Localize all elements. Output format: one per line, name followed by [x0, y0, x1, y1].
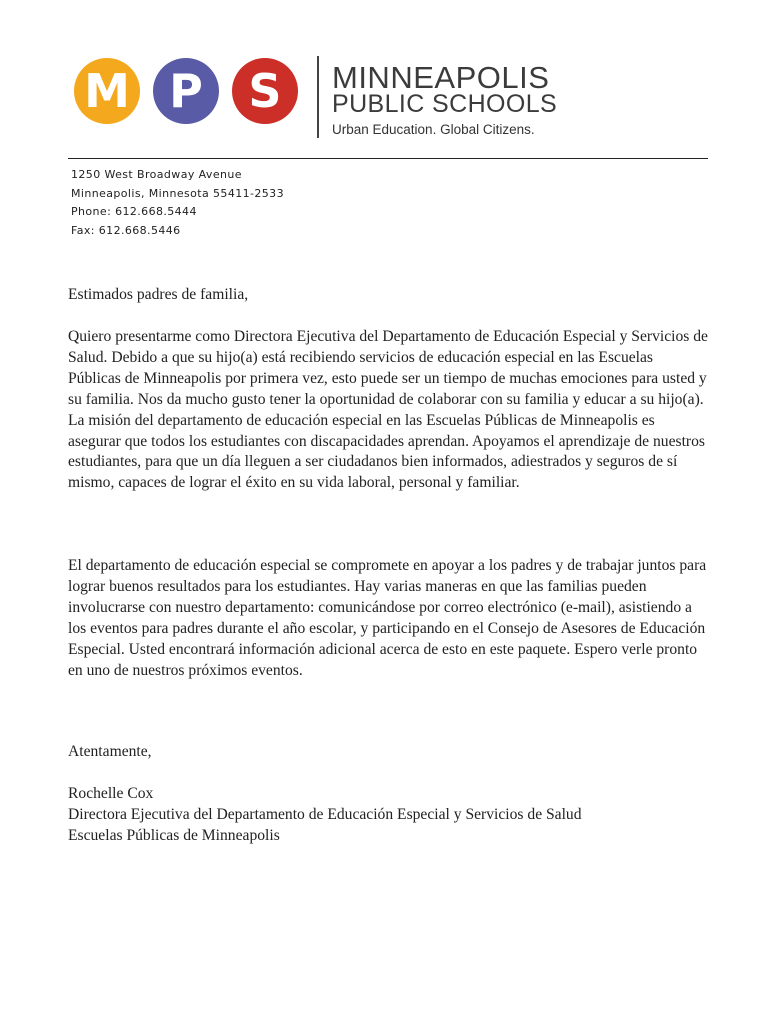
address-phone: Phone: 612.668.5444 — [71, 205, 197, 218]
letter-paragraph-2 — [68, 556, 708, 681]
address-city: Minneapolis, Minnesota 55411-2533 — [71, 186, 284, 200]
header-rule — [68, 158, 708, 159]
address-fax: Fax: 612.668.5446 — [71, 223, 181, 237]
signer-name: Rochelle Cox — [68, 785, 154, 802]
org-name-line1: MINNEAPOLIS — [332, 60, 550, 95]
logo-divider — [317, 56, 319, 138]
paragraph-2-text: El departamento de educación especial se compromete en apoyar a los padres y de trabajar juntos para lograr buenos resultados para los estudiantes. Hay varias maneras en que las familias pueden involucrarse con nuestro departamento: comunicándose por correo electrónico (e-mail), asistiendo a los eventos para padres durante el año escolar, y participando en el Consejo de Asesores de Educación Especial. Usted encontrará información adicional acerca de esto en este paquete. Espero verle pronto en uno de nuestros próximos eventos. — [68, 557, 707, 679]
logo-s-letter: S — [248, 64, 282, 118]
signer-title: Directora Ejecutiva del Departamento de Educación Especial y Servicios de Salud — [68, 805, 582, 823]
logo-s-circle — [232, 58, 298, 124]
logo-m-circle — [74, 58, 140, 124]
letter-closing: Atentamente, — [68, 743, 152, 760]
paragraph-1-text: Quiero presentarme como Directora Ejecutiva del Departamento de Educación Especial y Servicios de Salud. Debido a que su hijo(a) está recibiendo servicios de educación especial en las Escuelas Públicas de Minneapolis por primera vez, esto puede ser un tiempo de muchas emociones para usted y su familia. Nos da mucho gusto tener la oportunidad de colaborar con su familia y educar a su hijo(a). La misión del departamento de educación especial en las Escuelas Públicas de Minneapolis es asegurar que todos los estudiantes con discapacidades aprendan. Apoyamos el aprendizaje de nuestros estudiantes, para que un día lleguen a ser ciudadanos bien informados, adiestrados y seguros de sí mismo, capaces de lograr el éxito en su vida laboral, personal y familiar. — [68, 328, 708, 492]
org-tagline: Urban Education. Global Citizens. — [332, 122, 535, 137]
signer-organization: Escuelas Públicas de Minneapolis — [68, 826, 280, 844]
address-street: 1250 West Broadway Avenue — [71, 168, 242, 181]
address-block — [71, 166, 284, 240]
org-name-line2: PUBLIC SCHOOLS — [332, 90, 558, 118]
signature-block — [68, 784, 708, 847]
letter-paragraph-1 — [68, 327, 708, 494]
letter-greeting: Estimados padres de familia, — [68, 286, 249, 303]
logo-m-letter: M — [84, 64, 130, 118]
logo-p-letter: P — [169, 64, 203, 118]
logo-p-circle — [153, 58, 219, 124]
